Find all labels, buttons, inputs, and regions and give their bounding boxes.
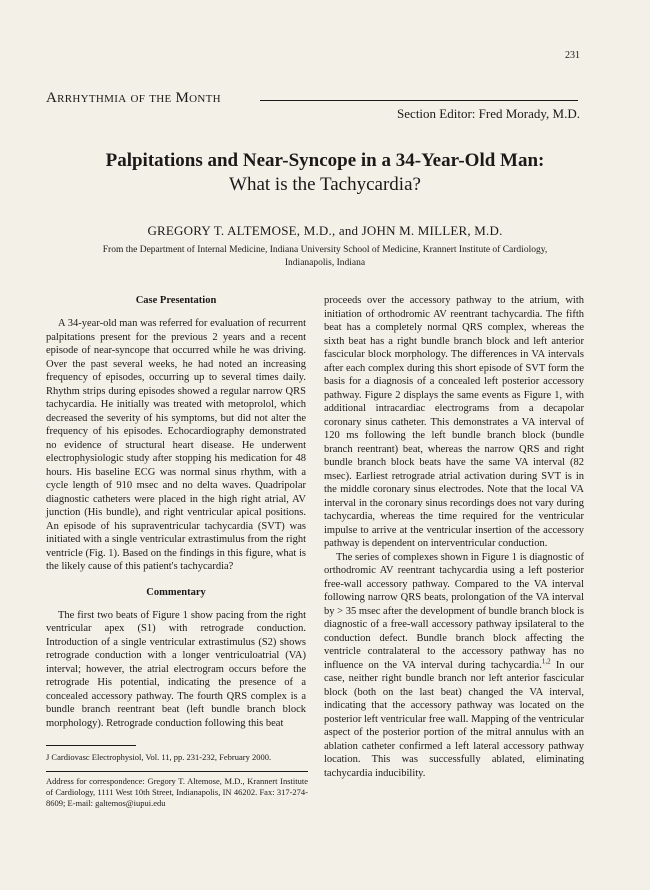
citation-superscript: 1,2 xyxy=(541,657,551,665)
left-column xyxy=(46,294,306,730)
affiliation: From the Department of Internal Medicine, Indiana University School of Medicine, Krannert Institute of Cardiology, Indianapolis, Indiana xyxy=(102,245,548,268)
case-heading: Case Presentation xyxy=(135,295,217,306)
commentary-paragraph-1: The first two beats of Figure 1 show pacing from the right ventricular apex (S1) with retrograde conduction. Introduction of a single ventricular extrastimulus (S2) shows retrograde conduction with a longer ventriculoatrial (VA) interval; however, the atrial electrogram occurs before the retrograde His potential, indicating the presence of a concealed accessory pathway. The fourth QRS complex is a bundle branch reentrant beat (left bundle branch block morphology). Retrograde conduction following this beat xyxy=(46,609,306,729)
authors: GREGORY T. ALTEMOSE, M.D., and JOHN M. MILLER, M.D. xyxy=(147,223,503,238)
commentary-paragraph-1-continued: proceeds over the accessory pathway to the atrium, with initiation of orthodromic AV reentrant tachycardia. The fifth beat has a completely normal QRS complex, whereas the sixth beat has a right bundle branch block and left anterior fascicular block morphology. The differences in VA intervals after each complex during this short episode of SVT form the basis for a diagnosis of a concealed left posterior accessory pathway. Figure 2 displays the same events as Figure 1, with additional intracardiac electrograms from a decapolar coronary sinus catheter. This demonstrates a VA interval of 120 ms following the left bundle branch block (bundle branch reentrant) beat, whereas the narrow QRS and right bundle branch block beats have the same VA interval (82 msec). Earliest retrograde atrial activation during SVT is in the middle coronary sinus electrodes. Note that the local VA interval in the coronary sinus recordings does not vary during tachycardia, whereas the time required for the ventricular impulse to arrive at the ventricular insertion of the accessory pathway is dependent on interventricular conduction. xyxy=(324,295,584,549)
section-editor: Section Editor: Fred Morady, M.D. xyxy=(397,106,580,121)
article-title: Palpitations and Near-Syncope in a 34-Year-Old Man: xyxy=(105,150,545,171)
right-column xyxy=(324,294,584,780)
section-title: Arrhythmia of the Month xyxy=(46,90,221,106)
footnote-citation: J Cardiovasc Electrophysiol, Vol. 11, pp. 231-232, February 2000. xyxy=(46,752,272,762)
commentary-heading: Commentary xyxy=(146,586,206,598)
case-paragraph: A 34-year-old man was referred for evaluation of recurrent palpitations present for the previous 2 years and a recent episode of near-syncope that occurred while he was driving. Over the past several weeks, he had noted an increasing frequency of episodes, occurring up to several times daily. Rhythm strips during episodes showed a regular narrow QRS tachycardia. He initially was treated with metoprolol, which decreased the severity of his symptoms, but did not alter the frequency of his episodes. Echocardiography demonstrated no evidence of structural heart disease. He underwent electrophysiologic study after stopping his medication for 48 hours. His baseline ECG was normal sinus rhythm, with a cycle length of 910 msec and no delta waves. Quadripolar diagnostic catheters were placed in the high right atrial, AV junction (His bundle), and right ventricular apical positions. An episode of his supraventricular tachycardia (SVT) was initiated with a single ventricular extrastimulus from the right ventricle (Fig. 1). Based on the findings in this figure, what is the likely cause of this patient's tachycardia? xyxy=(46,318,306,572)
footnote-rule xyxy=(46,745,136,746)
page-number: 231 xyxy=(565,50,580,61)
footnote-rule-2 xyxy=(46,771,308,772)
footnote-address: Address for correspondence: Gregory T. Altemose, M.D., Krannert Institute of Cardiology, 1111 West 10th Street, Indianapolis, IN 46202. Fax: 317-274-8609; E-mail: galtemos@iupui.edu xyxy=(46,776,308,808)
section-rule xyxy=(260,100,578,101)
commentary-paragraph-2: The series of complexes shown in Figure 1 is diagnostic of orthodromic AV reentrant tachycardia using a left posterior free-wall accessory pathway. Compared to the VA interval following narrow QRS beats, prolongation of the VA interval by > 35 msec after the development of bundle branch block is diagnostic of a free-wall accessory pathway ipsilateral to the conduction defect. Bundle branch block affecting the ventricle contralateral to the accessory pathway has no influence on the VA interval during tachycardia.$^{1,2}$ In our case, neither right bundle branch nor left anterior fascicular block (both on the last beat) changed the VA interval, indicating that the accessory pathway was located on the posterior left ventricular free wall. Mapping of the ventricular aspect of the posterior portion of the mitral annulus with an ablation catheter confirmed a left lateral accessory pathway location. This was successfully ablated, eliminating tachycardia inducibility. xyxy=(324,551,584,779)
article-subtitle: What is the Tachycardia? xyxy=(229,174,421,195)
